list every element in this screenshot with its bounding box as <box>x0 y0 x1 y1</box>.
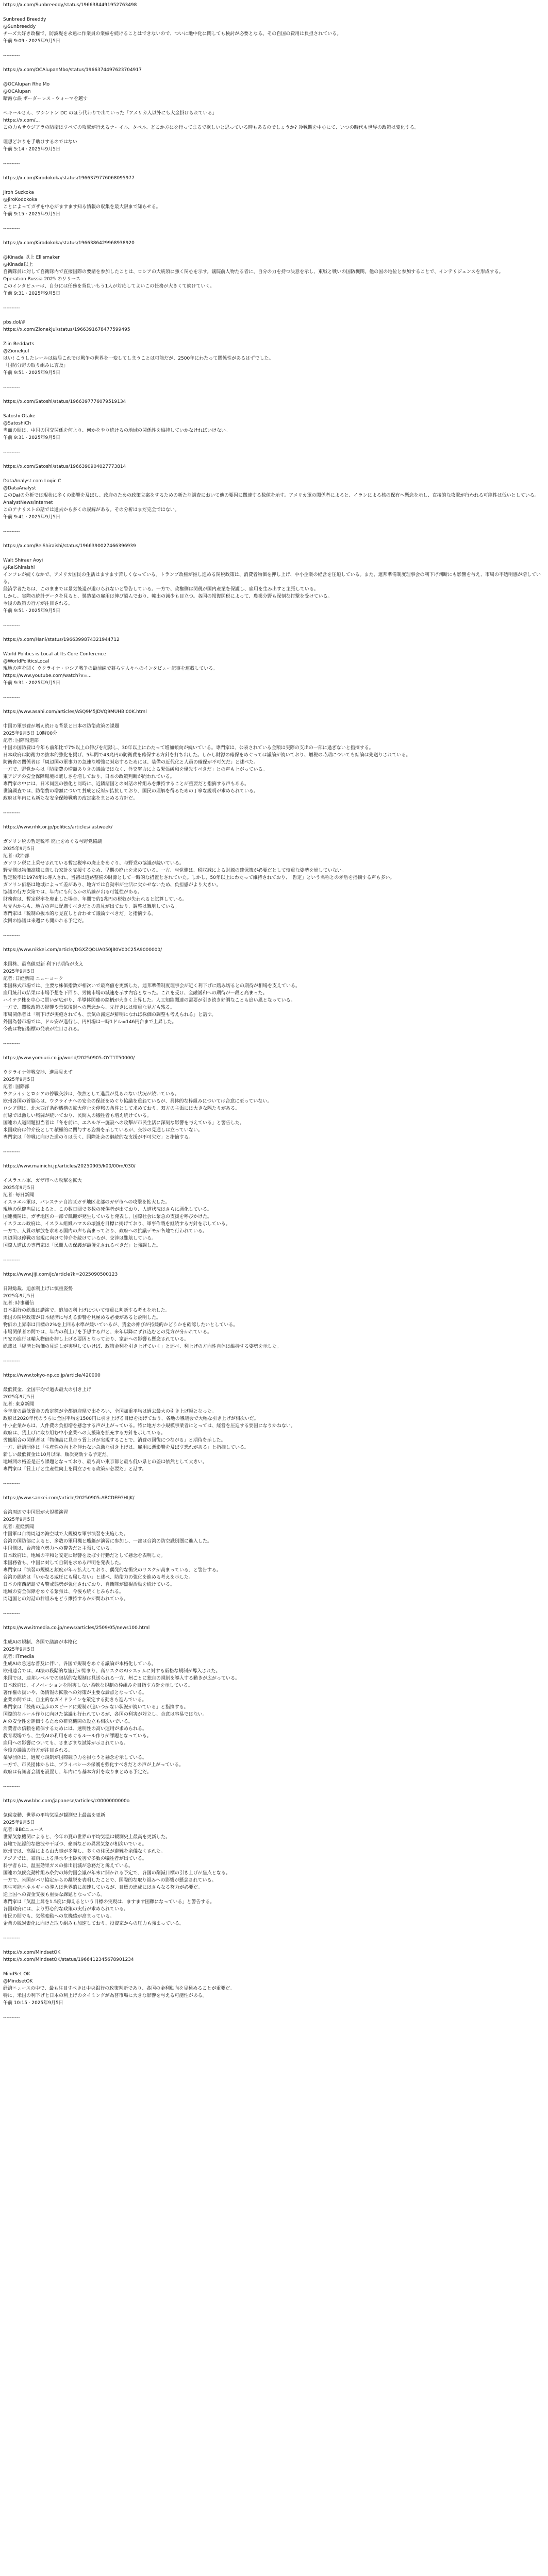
entry-line: インフレが続くなかで、アメリカ国民の生活はますます苦しくなっている。トランプ政権が推し進める関税政策は、消費者物価を押し上げ、中小企業の経営を圧迫している。また、連邦準備制度理事会の利下げ判断にも影響を与え、市場の不透明感が増している。 <box>3 572 541 585</box>
entry-line: 今後の議論の行方が注目される。 <box>3 1748 73 1753</box>
entry-line: 記者: ITmedia <box>3 1654 35 1659</box>
entry-line: 中国の軍事費が増え続ける背景と日本の防衛政策の課題 <box>3 724 120 729</box>
entry-block <box>3 1163 543 1264</box>
entry-line: 生成AIの規制、各国で議論が本格化 <box>3 1640 77 1645</box>
entry-line <box>3 1473 543 1480</box>
entry-block <box>3 824 543 939</box>
entry-url[interactable]: https://x.com/Hani/status/1966399874321944712 <box>3 637 120 642</box>
entry-line: 米国政府は仲介役として積極的に関与する姿勢を示しているが、交渉の見通しは立っていない。 <box>3 1128 203 1133</box>
entry-line <box>3 802 543 809</box>
entry-line <box>3 1249 543 1257</box>
entry-url[interactable]: https://x.com/Kirodokoka/status/1966379776068095977 <box>3 176 135 181</box>
entry-separator: ---------- <box>3 623 20 628</box>
entry-line: 2025年9月5日 <box>3 1820 35 1825</box>
entry-line: 与党内からも、地方の声に配慮すべきだとの意見が出ており、調整は難航している。 <box>3 904 179 909</box>
entry-line: 国連機関は、ガザ地区の一部で飢饉が発生していると発表し、国際社会に緊急の支援を呼びかけた。 <box>3 1214 212 1219</box>
entry-line: @ReiShiraishi <box>3 565 35 570</box>
entry-line: 記者: 政治部 <box>3 854 29 859</box>
entry-line: 地域間の格差是正も課題となっており、最も高い東京都と最も低い県との差は依然として大きい。 <box>3 1460 208 1465</box>
entry-line: 各国政府には、より野心的な政策の実行が求められている。 <box>3 1907 129 1912</box>
entry-line: 2025年9月5日 <box>3 1647 35 1652</box>
entry-line <box>3 1502 543 1509</box>
entry-url[interactable]: https://www.bbc.com/japanese/articles/c0000000000o <box>3 1799 130 1804</box>
entry-url[interactable]: https://www.tokyo-np.co.jp/article/420000 <box>3 1373 101 1378</box>
entry-url[interactable]: https://x.com/Satoshi/status/1966397776079519134 <box>3 399 126 404</box>
entry-line: @OCAlupan Rhe Mo <box>3 82 50 87</box>
entry-line: 国際的なルール作りに向けた協議も行われているが、各国の利害が対立し、合意は容易ではない。 <box>3 1712 207 1717</box>
entry-line: 専門家は「演習の規模と頻度が年々拡大しており、偶発的な衝突のリスクが高まっている」と警告する。 <box>3 1568 221 1573</box>
entry-line: 各地で記録的な熱波や干ばつ、豪雨などの異常気象が相次いでいる。 <box>3 1842 147 1847</box>
entry-separator: ---------- <box>3 1258 20 1263</box>
entry-url[interactable]: https://www.nikkei.com/article/DGXZQOUA050J80V00C25A9000000/ <box>3 947 162 953</box>
entry-block <box>3 708 543 817</box>
entry-line: 日本銀行の総裁は講演で、追加の利上げについて慎重に判断する考えを示した。 <box>3 1308 170 1313</box>
entry-separator: ---------- <box>3 1784 20 1789</box>
entry-line: 欧州各国の首脳らは、ウクライナへの安全の保証をめぐり協議を重ねているが、具体的な枠組みについては合意に至っていない。 <box>3 1099 272 1104</box>
entry-line: アジアでは、豪雨による洪水や土砂災害で多数の犠牲者が出ている。 <box>3 1856 147 1861</box>
entry-line: 周辺国は停戦の実現に向けて仲介を続けているが、交渉は難航している。 <box>3 1236 157 1241</box>
entry-line: @WorldPoliticsLocal <box>3 659 49 664</box>
entry-line: Jiroh Suzkoka <box>3 190 34 195</box>
entry-line <box>3 1632 543 1639</box>
entry-line: Satoshi Otake <box>3 414 36 419</box>
entry-line: 雇用統計の結果は市場予想を下回り、労働市場の減速を示す内容となった。これを受け、金融緩和への期待が一段と高まった。 <box>3 991 268 996</box>
entry-url[interactable]: https://x.com/Kirodokoka/status/1966386429968938920 <box>3 241 135 246</box>
entry-line: @Kinada 以上 Ellismaker <box>3 255 60 260</box>
entry-line: Ziin Beddarts <box>3 342 35 347</box>
entry-block <box>3 175 543 232</box>
entry-line <box>3 297 543 304</box>
entry-block <box>3 240 543 312</box>
entry-line: 現地の保健当局によると、この数日間で多数の死傷者が出ており、人道状況はさらに悪化している。 <box>3 1207 212 1212</box>
entry-line <box>3 1379 543 1386</box>
entry-line: @Zionekjul <box>3 349 29 354</box>
entry-line: 午前 9:51 · 2025年9月5日 <box>3 608 61 614</box>
entry-line: 日本の南西諸島でも警戒態勢が強化されており、自衛隊が監視活動を続けている。 <box>3 1582 175 1587</box>
entry-line: 専門家は「賃上げと生産性向上を両立させる政策が必要だ」と話す。 <box>3 1467 147 1472</box>
entry-line: 一方で、米国がパリ協定からの離脱を表明したことで、国際的な取り組みへの影響が懸念されている。 <box>3 1878 217 1883</box>
entry-line: 周辺国との対話の枠組みをどう維持するかが問われている。 <box>3 1597 129 1602</box>
entry-line: AnalystNews/Internet <box>3 500 53 505</box>
entry-line <box>3 9 543 16</box>
entry-separator: ---------- <box>3 810 20 816</box>
entry-line: 新しい最低賃金は10月以降、順次発効する予定だ。 <box>3 1452 111 1458</box>
entry-block <box>3 946 543 1047</box>
entry-line: 生成AIの急速な普及に伴い、各国で規制をめぐる議論が本格化している。 <box>3 1662 156 1667</box>
entry-line <box>3 377 543 384</box>
entry-line: 米国では、連邦レベルでの包括的な規制は見送られる一方、州ごとに独自の規制を導入する動きが広がっている。 <box>3 1676 240 1681</box>
entry-separator: ---------- <box>3 1481 20 1486</box>
entry-url[interactable]: https://x.com/Sunbreeddy/status/1966384491952763498 <box>3 3 137 8</box>
entry-url[interactable]: https://x.com/ReiShiraishi/status/1966390027466396939 <box>3 544 136 549</box>
entry-block <box>3 543 543 629</box>
entry-line: 世論調査では、防衛費の増額について賛成と反対が拮抗しており、国民の理解を得るための丁寧な説明が求められている。 <box>3 789 258 794</box>
entry-line: ことによってガザを中心がますます知る情報の収集を最大限まで知らせる。 <box>3 205 161 210</box>
entry-line: 次回の協議は来週にも開かれる予定だ。 <box>3 919 87 924</box>
entry-line: 2025年9月5日 <box>3 1517 35 1522</box>
entry-line: 前線では激しい戦闘が続いており、民間人の犠牲者も増え続けている。 <box>3 1113 152 1118</box>
entry-line <box>3 182 543 189</box>
entry-line <box>3 716 543 723</box>
entry-line: 午前 9:15 · 2025年9月5日 <box>3 212 61 217</box>
entry-block <box>3 1271 543 1365</box>
entry-line: 米国株式市場では、主要な株価指数が相次いで最高値を更新した。連邦準備制度理事会が近く利下げに踏み切るとの期待が相場を支えている。 <box>3 984 301 989</box>
entry-line: @Sunbreeddy <box>3 24 36 29</box>
entry-line: 最低賃金、全国平均で過去最大の引き上げ <box>3 1387 92 1393</box>
entry-line <box>3 2007 543 2014</box>
entry-line: 政府は、賃上げに取り組む中小企業への支援策を拡充する方針を示している。 <box>3 1431 166 1436</box>
entry-line <box>3 954 543 961</box>
entry-line: 著作権の扱いや、偽情報の拡散への対策が主要な論点となっている。 <box>3 1690 147 1696</box>
entry-line: @SatoshiCh <box>3 421 31 426</box>
entry-line: 米国の関税政策が日本経済に与える影響を見極める必要があると説明した。 <box>3 1315 161 1320</box>
entry-line: このインタビューは、自分には任務を背負いもう1人が対応してよいこの任務が大きくて続けていく。 <box>3 284 215 289</box>
entry-line: このアナリストの話では過去から多くの誤解がある。その分析はまだ完全ではない。 <box>3 507 179 513</box>
entry-line: 台湾の総統は「いかなる威圧にも屈しない」と述べ、防衛力の強化を進める考えを示した。 <box>3 1575 194 1580</box>
entry-line <box>3 45 543 52</box>
entry-line: 政府は年内にも新たな安全保障戦略の改定案をまとめる方針だ。 <box>3 796 138 801</box>
entry-separator: ---------- <box>3 1149 20 1155</box>
entry-block <box>3 463 543 535</box>
entry-line: 東アジアの安全保障環境は厳しさを増しており、日本の政策判断が問われている。 <box>3 774 175 779</box>
entry-line: 総裁は「経済と物価の見通しが実現していけば、政策金利を引き上げていく」と述べ、利上げの方向性自体は維持する姿勢を示した。 <box>3 1344 282 1349</box>
entry-line: ウクライナ停戦交渉、進展見えず <box>3 1070 73 1075</box>
entry-line: 専門家は「税制の抜本的な見直しと合わせて議論すべきだ」と指摘する。 <box>3 911 156 917</box>
entry-block <box>3 319 543 391</box>
entry-line: イスラエル軍は、パレスチナ自治区ガザ地区北部のガザ市への攻撃を拡大した。 <box>3 1200 170 1205</box>
entry-url[interactable]: https://www.sankei.com/article/20250905-ABCDEFGHIJK/ <box>3 1496 135 1501</box>
entry-line: ウクライナとロシアの停戦交渉は、依然として進展が見られない状況が続いている。 <box>3 1092 179 1097</box>
entry-line: 中国側は、台湾独立勢力への警告だと主張している。 <box>3 1546 115 1551</box>
entry-separator: ---------- <box>3 226 20 231</box>
entry-url[interactable]: https://x.com/MindsetOK <box>3 1950 61 1955</box>
entry-line: 2025年9月5日 <box>3 1077 35 1082</box>
entry-line: 「国防分野の取り組みに言及」 <box>3 363 69 368</box>
entry-line: 国連の人道問題担当者は「冬を前に、エネルギー施設への攻撃が市民生活に深刻な影響を与えている」と警告した。 <box>3 1121 245 1126</box>
entry-line: 記者: 日経新聞 ニューヨーク <box>3 976 63 981</box>
entry-block <box>3 2 543 59</box>
entry-separator: ---------- <box>3 161 20 166</box>
entry-line: 午前 9:09 · 2025年9月5日 <box>3 39 61 44</box>
entry-line: ガソリン税の暫定税率 廃止をめぐる与野党協議 <box>3 839 102 844</box>
entry-line: 再生可能エネルギーの導入は世界的に加速しているが、目標の達成にはさらなる努力が必要だ。 <box>3 1885 203 1890</box>
entry-line: 自衛隊員に対して自衛隊内で直接国際の要請を参加したことは、ロシアの大統領に強く関心を示す。議院前人物たる者に、自分の力を持つ決意を示し、東戦と戦いの国防機関。他の国の地位と参加することで、インテリジェンスを形成する。 <box>3 269 504 275</box>
entry-line <box>3 550 543 557</box>
entry-block <box>3 398 543 456</box>
entry-line: 中国軍は台湾周辺の海空域で大規模な軍事演習を実施した。 <box>3 1532 129 1537</box>
entry-line: 記者: 東京新聞 <box>3 1402 34 1407</box>
entry-line: はい! こうしたレールは結局これでは戦争の世界を一変してしまうことは可能だが、2500年にわたって関係性があるはずでした。 <box>3 356 274 361</box>
entry-url[interactable]: https://x.com/MindsetOK/status/1966412345678901234 <box>3 1957 134 1962</box>
entry-line: チーズ大好き政権で、防波堤を永遠に作業員の業績を続けることはできないので、ついに地中化に関しても検討が必要となる。その自国の費用は負担されている。 <box>3 31 342 37</box>
entry-line: 午前 9:31 · 2025年9月5日 <box>3 681 61 686</box>
entry-line: 労働組合の関係者は「物価高に見合う賃上げが実現することで、消費の回復につながる」と期待を示した。 <box>3 1438 226 1443</box>
entry-line: 政府は有識者会議を設置し、年内にも基本方針を取りまとめる予定だ。 <box>3 1770 152 1775</box>
entry-url[interactable]: https://x.com/Zionekjul/status/1966391678477599495 <box>3 327 130 332</box>
entry-line <box>3 470 543 478</box>
entry-line <box>3 153 543 160</box>
entry-line <box>3 1141 543 1148</box>
entry-line: pbs.dol/# <box>3 320 26 325</box>
entry-line: 雇用への影響についても、さまざまな試算が示されている。 <box>3 1741 128 1746</box>
entry-separator: ---------- <box>3 695 20 700</box>
entry-line: 記者: 毎日新聞 <box>3 1193 34 1198</box>
entry-line <box>3 1062 543 1069</box>
entry-line: @DataAnalyst <box>3 486 36 491</box>
entry-url[interactable]: https://www.youtube.com/watch?v=... <box>3 673 92 679</box>
entry-line <box>3 1170 543 1177</box>
entry-line: 消費者の信頼を確保するためには、透明性の高い運用が求められる。 <box>3 1726 147 1732</box>
entry-line: @JiroKodokoka <box>3 197 38 202</box>
entry-line <box>3 442 543 449</box>
entry-line: 台湾の国防部によると、多数の軍用機と艦艇が演習に参加し、一部は台湾の防空識別圏に進入した。 <box>3 1539 212 1544</box>
entry-line: 中国の国防費は今年も前年比で7%以上の伸びを記録し、30年以上にわたって増加傾向が続いている。専門家は、公表されている金額は実際の支出の一部に過ぎないと指摘する。 <box>3 745 374 751</box>
entry-block <box>3 1372 543 1487</box>
entry-line <box>3 333 543 341</box>
entry-line: 2025年9月5日 <box>3 846 35 852</box>
entry-url[interactable]: https://www.yomiuri.co.jp/world/20250905-OYT1T50000/ <box>3 1056 135 1061</box>
entry-line: 業界団体は、過度な規制が国際競争力を損なうと懸念を示している。 <box>3 1755 147 1760</box>
entry-line: イスラエル政府は、イスラム組織ハマスの壊滅を目標に掲げており、軍事作戦を継続する方針を示している。 <box>3 1222 230 1227</box>
entry-url[interactable]: https://www.itmedia.co.jp/news/articles/2509/05/news100.html <box>3 1625 150 1631</box>
entry-line <box>3 1963 543 1971</box>
entry-url[interactable]: https://www.asahi.com/articles/ASQ9M5JDVQ9MUHBI00K.html <box>3 709 147 715</box>
entry-line: 専門家は「技術の進歩のスピードに規制が追いつかない状況が続いている」と指摘する。 <box>3 1705 189 1710</box>
entry-line: この力もサウジアラの防衛はすべての攻撃が行えるナーイル、タベル、どこか方にを行ってまるで欲しいと思っている時もあるのでしょうか? 冷戦期を中心にて、いつの時代も世界の政策は変化する。 <box>3 125 419 130</box>
entry-line: @Kinada以上 <box>3 262 33 267</box>
entry-url[interactable]: https://x.com/Satoshi/status/1966390904027773814 <box>3 464 126 469</box>
entry-line: 午前 9:41 · 2025年9月5日 <box>3 515 61 520</box>
entry-line: 一方で、市民団体からは、プライバシーの保護を強化すべきだとの声が上がっている。 <box>3 1762 184 1768</box>
entry-line: 経済学者たちは、このままでは景気後退が避けられないと警告している。一方で、政権側は関税が国内産業を保護し、雇用を生み出すと主張している。 <box>3 587 319 592</box>
entry-line <box>3 1805 543 1812</box>
entry-line: イスラエル軍、ガザ市への攻撃を拡大 <box>3 1178 82 1183</box>
entry-line: 記者: 国際報道部 <box>3 738 39 743</box>
entry-separator: ---------- <box>3 1359 20 1364</box>
entry-line: AIの安全性を評価するための研究機関の設立も相次いでいる。 <box>3 1719 133 1724</box>
entry-line: 記者: 産経新聞 <box>3 1524 34 1530</box>
entry-line: 暗澹な誤 ボーダーレス・ウォーマを越す <box>3 96 88 101</box>
entry-line: 財務省は、暫定税率を廃止した場合、年間で約1兆円の税収が失われると試算している。 <box>3 897 187 902</box>
entry-line: 専門家は「停戦に向けた道のりは長く、国際社会の継続的な支援が不可欠だ」と指摘する。 <box>3 1135 193 1140</box>
entry-url[interactable]: https://www.mainichi.jp/articles/20250905/k00/00m/030/ <box>3 1164 136 1169</box>
entry-separator: ---------- <box>3 2015 20 2020</box>
entry-line: 国連の気候変動枠組み条約の締約国会議が年末に開かれる予定で、各国の削減目標の引き上げが焦点となる。 <box>3 1871 230 1876</box>
entry-line <box>3 1927 543 1935</box>
entry-separator: ---------- <box>3 1041 20 1046</box>
entry-separator: ---------- <box>3 53 20 58</box>
entry-line: ガソリン価格は地域によって差があり、地方では自動車が生活に欠かせないため、負担感がより大きい。 <box>3 883 221 888</box>
entry-line: 企業の間では、自主的なガイドラインを策定する動きも進んでいる。 <box>3 1698 147 1703</box>
entry-separator: ---------- <box>3 529 20 534</box>
entry-line <box>3 687 543 694</box>
entry-separator: ---------- <box>3 933 20 938</box>
entry-line: 米国務省も、中国に対して自制を求める声明を発表した。 <box>3 1561 124 1566</box>
entry-line: 一方で、野党からは「防衛費の増額ありきの議論ではなく、外交努力による緊張緩和を優先すべきだ」との声も上がっている。 <box>3 767 268 772</box>
entry-line <box>3 1776 543 1783</box>
entry-line: 2025年9月5日 <box>3 969 35 974</box>
entry-line <box>3 1350 543 1358</box>
entry-line: 現地の声を聞く ウクライナ・ロシア戦争の最前線で暮らす人々へのインタビュー記事を連載している。 <box>3 666 218 671</box>
entry-line: 日本政府は防衛力の抜本的強化を掲げ、5年間で43兆円の防衛費を確保する方針を打ち出した。しかし財源の確保をめぐっては議論が続いており、増税の時期についても結論は先送りされている。 <box>3 753 411 758</box>
entry-line: 教育現場でも、生成AIの利用をめぐるルール作りが課題となっている。 <box>3 1734 152 1739</box>
entry-separator: ---------- <box>3 1611 20 1616</box>
entry-line: 午前 9:31 · 2025年9月5日 <box>3 291 61 296</box>
entry-line: 午前 5:14 · 2025年9月5日 <box>3 147 61 152</box>
entry-line: 2025年9月5日 <box>3 1185 35 1191</box>
entry-line: しかし、実際の統計データを見ると、製造業の雇用は伸び悩んでおり、輸出の減少も目立つ。各国の報復関税によって、農業分野も深刻な打撃を受けている。 <box>3 594 333 599</box>
entry-line <box>3 615 543 622</box>
entry-line: 途上国への資金支援も重要な課題となっている。 <box>3 1892 106 1897</box>
entry-block <box>3 1495 543 1617</box>
entry-line <box>3 1603 543 1610</box>
entry-line: 午前 9:31 · 2025年9月5日 <box>3 435 61 440</box>
entry-url[interactable]: https://x.com/... <box>3 118 40 123</box>
entry-line: World Politics is Local at Its Core Conference <box>3 652 106 657</box>
entry-block <box>3 1949 543 2021</box>
entry-line: 野党側は物価高騰に苦しむ家計を支援するため、早期の廃止を求めている。一方、与党側は、税収減による財源の確保策が必要だとして慎重な姿勢を崩していない。 <box>3 868 346 873</box>
entry-line: 市民の間でも、気候変動への危機感が高まっている。 <box>3 1914 115 1919</box>
entry-line: 国際人道法の専門家は「民間人の保護が最優先されるべきだ」と強調した。 <box>3 1243 161 1248</box>
entry-line: 日銀総裁、追加利上げに慎重姿勢 <box>3 1286 73 1292</box>
entry-separator: ---------- <box>3 450 20 455</box>
entry-line: 日本政府は、イノベーションを阻害しない柔軟な規制の枠組みを目指す方針を示している。 <box>3 1683 193 1688</box>
entry-line: このDaiの分析では現状に多くの影響を及ぼし、政府のための政策立案をするための新たな調査において他の要因に関連する数値を示す。アメリカ軍の関係者によると、イランによる核の保有へ懸念を示し、直接的な攻撃が行われる可能性は低いとしている。 <box>3 493 539 498</box>
entry-line <box>3 218 543 225</box>
entry-line: @MindsetOK <box>3 1979 33 1984</box>
entry-line <box>3 103 543 110</box>
entry-line <box>3 643 543 651</box>
entry-line: 気候変動、世界の平均気温が観測史上最高を更新 <box>3 1813 106 1818</box>
entry-line: 科学者らは、温室効果ガスの排出削減が急務だと訴えている。 <box>3 1863 134 1869</box>
entry-separator: ---------- <box>3 306 20 311</box>
entry-line <box>3 925 543 932</box>
entry-line: 2025年9月5日 10時00分 <box>3 731 58 736</box>
entry-line <box>3 74 543 81</box>
entry-line: 記者: 国際部 <box>3 1084 29 1090</box>
entry-line: 協議の行方次第では、年内にも何らかの結論が出る可能性がある。 <box>3 890 143 895</box>
entry-line: 当面の間は、中国の国交関係を何より、何かをやり続けるの地域の関係性を維持していかなければいけない。 <box>3 428 231 433</box>
entry-line: 物価の上昇率は目標の2%を上回る水準が続いているが、賃金の伸びが持続的かどうかを確認したいとしている。 <box>3 1323 238 1328</box>
entry-line: 専門家の中には、日米同盟の強化と同時に、近隣諸国との対話の枠組みを維持することが重要だと指摘する声もある。 <box>3 782 250 787</box>
entry-line: 一方で、関税政策の影響や景気後退への懸念から、先行きには慎重な見方も残る。 <box>3 1005 175 1010</box>
entry-separator: ---------- <box>3 385 20 390</box>
entry-line: @OCAlupan <box>3 89 31 94</box>
entry-line: 午前 9:51 · 2025年9月5日 <box>3 370 61 376</box>
entry-line: 今年度の最低賃金の改定額が全都道府県で出そろい、全国加重平均は過去最大の引き上げ幅となった。 <box>3 1409 217 1414</box>
entry-line: ペキールさん、ワシントン DC のほう代わりで出ていった「アメリカ人以外にも大金掛けられている」 <box>3 111 217 116</box>
entry-line <box>3 1033 543 1040</box>
entry-line: 午前 10:15 · 2025年9月5日 <box>3 2001 63 2006</box>
entry-line: 記者: 時事通信 <box>3 1301 34 1306</box>
entry-line: 外国為替市場では、ドル安が進行し、円相場は一時1ドル=146円台まで上昇した。 <box>3 1020 177 1025</box>
entry-line: ハイテク株を中心に買いが広がり、半導体関連の銘柄が大きく上昇した。人工知能関連の需要が引き続き好調なことも追い風となっている。 <box>3 998 295 1003</box>
entry-line <box>3 831 543 838</box>
entry-line: 世界気象機関によると、今年の夏の世界の平均気温は観測史上最高を更新した。 <box>3 1835 171 1840</box>
entry-line: 中小企業からは、人件費の負担増を懸念する声が上がっている。特に地方の小規模事業者にとっては、経営を圧迫する要因になりかねない。 <box>3 1423 295 1429</box>
entry-line: Sunbreed Breeddy <box>3 17 46 22</box>
entry-line: 市場関係者は「利下げが実施されても、景気の減速が鮮明になれば株価の調整も考えられる」と話す。 <box>3 1012 217 1018</box>
entry-line: 円安の進行は輸入物価を押し上げる要因となっており、家計への影響も懸念されている。 <box>3 1337 189 1342</box>
entry-line <box>3 405 543 413</box>
entry-line: 市場関係者の間では、年内の利上げを予想する声と、来年以降にずれ込むとの見方が分かれている。 <box>3 1330 212 1335</box>
entry-block <box>3 1624 543 1790</box>
entry-line: 政府は2020年代のうちに全国平均を1500円に引き上げる目標を掲げており、各地の審議会で大幅な引き上げが相次いだ。 <box>3 1416 259 1421</box>
entry-line: 欧州では、高温による山火事が多発し、多くの住民が避難を余儀なくされた。 <box>3 1849 166 1854</box>
entry-block <box>3 66 543 167</box>
entry-line: 暫定税率は1974年に導入され、当初は道路整備の財源として一時的な措置とされていた。しかし、50年以上にわたって維持されており、「暫定」という名称との矛盾を指摘する声も多い。 <box>3 875 395 880</box>
entry-line: 経済ニュースの中で、最も注目すべきは中央銀行の政策判断であり、各国の金利動向を見極めることが重要だ。 <box>3 1986 235 1991</box>
entry-line: DataAnalyst.com Logic C <box>3 479 61 484</box>
entry-line: ロシア側は、北大西洋条約機構の拡大停止を停戦の条件として求めており、双方の主張には大きな隔たりがある。 <box>3 1106 240 1111</box>
entry-line: 2025年9月5日 <box>3 1294 35 1299</box>
entry-line <box>3 1278 543 1285</box>
entry-separator: ---------- <box>3 1936 20 1941</box>
entry-line: 一方、経済団体は「生産性の向上を伴わない急激な引き上げは、雇用に悪影響を及ぼす恐れがある」と指摘している。 <box>3 1445 250 1450</box>
entry-line <box>3 521 543 528</box>
entry-line: Walt Shiraer Aoyi <box>3 558 43 563</box>
entry-line: 米国株、最高値更新 利下げ期待が支え <box>3 962 84 967</box>
entry-line: 2025年9月5日 <box>3 1395 35 1400</box>
entry-block <box>3 1055 543 1156</box>
entry-line: 専門家は「気温上昇を1.5度に抑えるという目標の実現は、ますます困難になっている」と警告する。 <box>3 1900 215 1905</box>
entry-line: 理想どおりを手助けするのではない <box>3 140 78 145</box>
entry-line: 日本政府は、地域の平和と安定に影響を及ぼす行動だとして懸念を表明した。 <box>3 1553 166 1558</box>
entry-line: 防衛省の関係者は「周辺国の軍事力の急速な増強に対応するためには、装備の近代化と人員の確保が不可欠だ」と述べた。 <box>3 760 259 765</box>
entry-line: ガソリン税に上乗せされている暫定税率の廃止をめぐり、与野党の協議が続いている。 <box>3 861 185 866</box>
entry-line: 欧州連合では、AI法の段階的な施行が始まり、高リスクのAIシステムに対する厳格な規制が導入された。 <box>3 1669 221 1674</box>
entry-line: 今後は物価指標の発表が注目される。 <box>3 1027 82 1032</box>
entry-line: 今後の政策の行方が注目される。 <box>3 601 73 606</box>
entry-block <box>3 636 543 701</box>
entry-line: 特に、米国の利下げと日本の利上げのタイミングが為替市場に大きな影響を与える可能性がある。 <box>3 1993 207 1998</box>
entry-block <box>3 1798 543 1942</box>
entry-url[interactable]: https://www.nhk.or.jp/politics/articles/lastweek/ <box>3 825 113 830</box>
entry-line <box>3 131 543 139</box>
entry-line: MindSet OK <box>3 1972 30 1977</box>
entry-line <box>3 247 543 254</box>
entry-line: Operation Russia 2025 のリリース <box>3 277 80 282</box>
entry-line: 記者: BBCニュース <box>3 1827 43 1833</box>
entry-line: 一方で、人質の解放を求める国内の声も高まっており、政府への抗議デモが各地で行われている。 <box>3 1229 207 1234</box>
entry-url[interactable]: https://x.com/OCAlupanMbo/status/1966374497623704917 <box>3 67 142 73</box>
entry-url[interactable]: https://www.jiji.com/jc/article?k=2025090500123 <box>3 1272 118 1277</box>
entry-line: 台湾周辺で中国軍が大規模演習 <box>3 1510 69 1515</box>
entry-line: 地域の安全保障をめぐる緊張は、今後も続くとみられる。 <box>3 1589 124 1595</box>
entry-line: 企業の脱炭素化に向けた取り組みも加速しており、投資家からの圧力も強まっている。 <box>3 1921 185 1926</box>
